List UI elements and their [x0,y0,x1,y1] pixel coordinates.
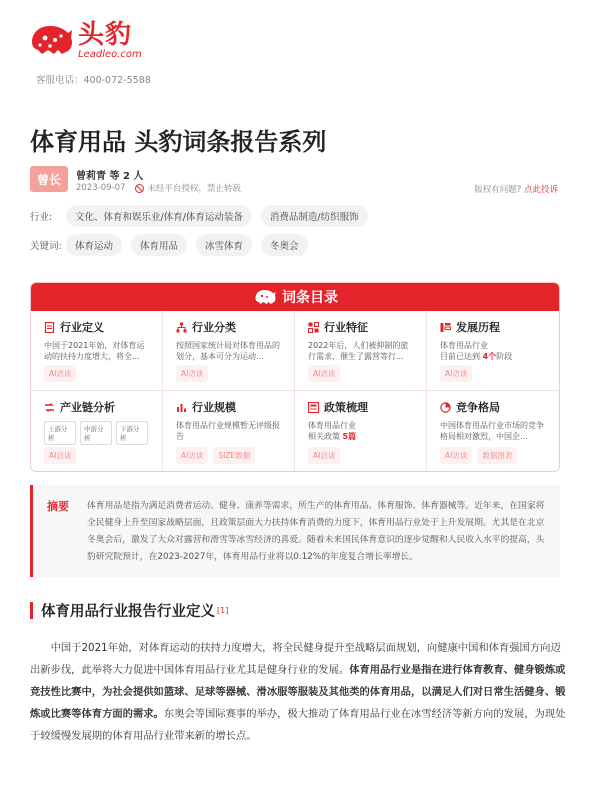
toc-item-title: 行业规模 [192,401,236,414]
section-accent-bar [30,602,33,619]
ai-interview-chip[interactable]: AI访谈 [44,365,76,382]
toc-item-desc: 体育用品行业 相关政策 5篇 [308,421,357,441]
toc-item-policy[interactable] [295,391,427,472]
grid-icon [308,322,319,333]
publish-date: 2023-09-07 [76,183,126,193]
definition-paragraph [30,637,570,747]
copyright-prefix: 版权有问题? [474,185,522,195]
copyright-notice [474,183,558,195]
paragraph-part: 东奥会等国际赛事的举办，极大推动了体育用品行业在冰雪经济等新方向的发展，为现处于较缓慢发展期的体育用品行业带来新的增长点。 [30,708,566,742]
keyword-label: 关键词: [30,241,62,252]
size-data-chip[interactable]: SIZE数据 [213,447,255,464]
toc-item-classification[interactable] [163,311,295,391]
author-avatar: 曾长 [30,166,68,192]
industry-tag[interactable]: 消费品制造/纺织服饰 [261,205,368,227]
leopard-logo-icon [252,287,278,307]
toc-item-title: 发展历程 [456,321,500,334]
keyword-row [30,234,317,256]
toc-item-history[interactable] [427,311,559,391]
bar-chart-icon [176,402,187,413]
timeline-icon [440,322,451,333]
service-phone: 客服电话：400-072-5588 [36,75,151,86]
keyword-tag[interactable]: 体育运动 [66,234,122,256]
toc-item-title: 行业分类 [192,321,236,334]
pie-icon [440,402,451,413]
toc-header [31,283,559,311]
downstream-chip[interactable]: 下游分析 [116,421,148,445]
toc-item-desc: 中国体育用品行业市场的竞争格局相对激烈，中国企... [440,421,544,441]
abstract-text: 体育用品是指为满足消费者运动、健身、康养等需求，所生产的体育用品、体育服饰、体育器械等。近年来，在国家将全民健身上升至国家战略层面，且政策层面大力扶持体育消费的力度下，体育用品行业处于上升发展期。尤其是在北京冬奥会后，激发了大众对露营和滑雪等冰雪经济的喜爱。随着未来国民体育意识的逐步觉醒和人民收入水平的提高，头豹研究院预计，在2023-2027年，体育用品行业将以0.12%的年度复合增长率增长。 [87,501,545,562]
data-chart-chip[interactable]: 数据图表 [477,447,517,464]
toc-item-desc: 按照国家统计局对体育用品的划分，基本可分为运动... [176,341,280,361]
toc-item-title: 产业链分析 [60,401,115,414]
page-title: 体育用品 头豹词条报告系列 [30,128,327,156]
leopard-logo-icon [28,20,74,60]
repost-notice: 未经平台授权，禁止转载 [147,184,241,194]
ai-interview-chip[interactable]: AI访谈 [176,447,208,464]
ai-interview-chip[interactable]: AI访谈 [308,447,340,464]
chain-icon [44,402,55,413]
brand-name: 头豹 [78,19,133,50]
policy-icon [308,402,319,413]
footnote-ref[interactable]: [1] [217,606,229,615]
industry-label: 行业: [30,212,53,223]
complaint-link[interactable]: 点此投诉 [523,185,558,195]
midstream-chip[interactable]: 中游分析 [80,421,112,445]
toc-item-chain[interactable] [31,391,163,472]
abstract-label: 摘要 [47,500,69,513]
toc-item-title: 行业定义 [60,321,104,334]
paragraph-part: 中国于2021年始，对体育运动的扶持力度增大，将全民健身提升至战略层面规划，向健康中国和体育强国方向迈出新步伐，此举将大力促进中国体育用品行业尤其是健身行业的发展。 [30,642,561,676]
toc-item-desc: 体育用品行业规模暂无评级报告 [176,421,280,441]
meta-row [76,182,241,194]
doc-icon [44,322,55,333]
keyword-tag[interactable]: 冰雪体育 [196,234,252,256]
toc-item-title: 竞争格局 [456,401,500,414]
toc-item-features[interactable] [295,311,427,391]
author-name[interactable]: 曾莉青 等 2 人 [76,171,144,182]
industry-row [30,205,377,227]
toc-item-title: 行业特征 [324,321,368,334]
ban-icon [135,184,144,193]
toc-item-desc: 体育用品行业 目前已达到 4个阶段 [440,341,513,361]
brand-url: Leadleo.com [78,48,142,60]
toc-item-desc: 2022年后，人们被抑制的旅行需求，催生了露营等行... [308,341,409,361]
brand-logo[interactable] [28,20,142,60]
toc-item-title: 政策梳理 [324,401,368,414]
ai-interview-chip[interactable]: AI访谈 [176,365,208,382]
industry-tag[interactable]: 文化、体育和娱乐业/体育/体育运动装备 [66,205,252,227]
toc-item-desc: 中国于2021年始，对体育运动的扶持力度增大，将全... [44,341,145,361]
ai-interview-chip[interactable]: AI访谈 [440,365,472,382]
toc-item-competition[interactable] [427,391,559,472]
ai-interview-chip[interactable]: AI访谈 [308,365,340,382]
abstract-box [30,485,560,577]
upstream-chip[interactable]: 上游分析 [44,421,76,445]
section-heading [30,600,228,621]
ai-interview-chip[interactable]: AI访谈 [440,447,472,464]
paragraph-bold-part: 体育用品行业是指在进行体育教育、健身锻炼或竞技性比赛中，为社会提供如篮球、足球等器械、滑冰服等服装及其他类的体育用品，以满足人们对日常生活健身、锻炼或比赛等体育方面的需求。 [30,664,566,720]
toc-panel [30,282,560,472]
toc-item-definition[interactable] [31,311,163,391]
keyword-tag[interactable]: 冬奥会 [261,234,308,256]
ai-interview-chip[interactable]: AI访谈 [44,447,76,464]
toc-item-scale[interactable] [163,391,295,472]
section-title: 体育用品行业报告行业定义 [41,604,215,620]
hierarchy-icon [176,322,187,333]
keyword-tag[interactable]: 体育用品 [131,234,187,256]
toc-title: 词条目录 [282,290,338,306]
